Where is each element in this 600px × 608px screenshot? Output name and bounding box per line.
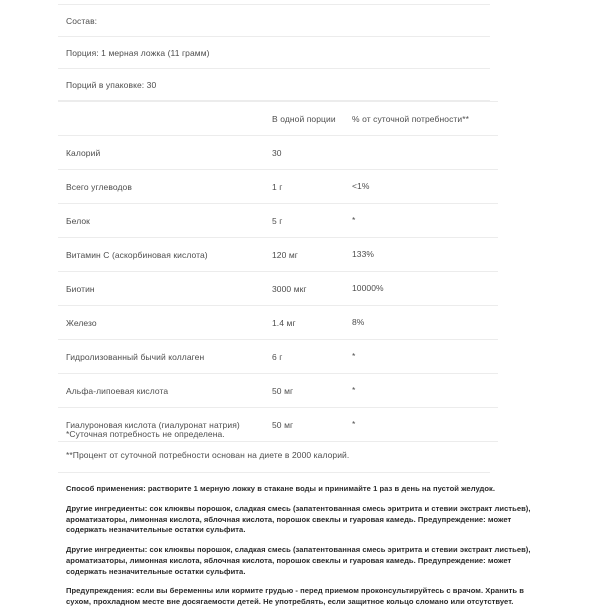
- nutrient-amount: 30: [272, 136, 352, 170]
- header-daily-value: % от суточной потребности**: [352, 102, 498, 136]
- serving-info-text: Порция: 1 мерная ложка (11 грамм): [58, 37, 490, 69]
- nutrient-amount: 120 мг: [272, 238, 352, 272]
- nutrition-rows-body: [58, 136, 498, 442]
- nutrient-daily-value: *: [352, 340, 498, 374]
- nutrient-amount: 5 г: [272, 204, 352, 238]
- table-row: [58, 136, 498, 170]
- nutrient-daily-value: 10000%: [352, 272, 498, 306]
- nutrient-name: Гиалуроновая кислота (гиалуронат натрия): [58, 408, 272, 442]
- table-row: [58, 374, 498, 408]
- table-row: [58, 238, 498, 272]
- usage-and-ingredients-block: [66, 484, 546, 608]
- nutrient-daily-value: <1%: [352, 170, 498, 204]
- serving-info-row: [58, 37, 490, 69]
- nutrient-daily-value: *: [352, 204, 498, 238]
- nutrient-daily-value: 133%: [352, 238, 498, 272]
- bold-paragraph: Способ применения: растворите 1 мерную ложку в стакане воды и принимайте 1 раз в день на пустой желудок.: [66, 484, 496, 493]
- section-divider: [58, 472, 490, 473]
- serving-info-row: [58, 69, 490, 101]
- serving-info-text: Состав:: [58, 5, 490, 37]
- table-row: [58, 204, 498, 238]
- nutrient-name: Биотин: [58, 272, 272, 306]
- header-amount-per-serving: В одной порции: [272, 102, 352, 136]
- nutrition-facts-table: [58, 101, 498, 442]
- table-row: [58, 272, 498, 306]
- nutrient-daily-value: 8%: [352, 306, 498, 340]
- footnote: *Суточная потребность не определена.: [66, 429, 225, 439]
- serving-info-row: [58, 5, 490, 37]
- nutrient-name: Альфа-липоевая кислота: [58, 374, 272, 408]
- footnotes: [66, 430, 526, 472]
- nutrient-name: Калорий: [58, 136, 272, 170]
- nutrient-name: Белок: [58, 204, 272, 238]
- bold-paragraph: Другие ингредиенты: сок клюквы порошок, сладкая смесь (запатентованная смесь эритрита и стевии экстракт листьев), ароматизаторы, лимонная кислота, яблочная кислота, порошок свеклы и гуаровая камедь. Предупреждение: может содержать незначительные остатки сульфита.: [66, 503, 531, 535]
- nutrient-daily-value: *: [352, 374, 498, 408]
- serving-info-body: [58, 5, 490, 101]
- footnote: **Процент от суточной потребности основан на диете в 2000 калорий.: [66, 449, 350, 460]
- nutrient-amount: 1.4 мг: [272, 306, 352, 340]
- table-row: [58, 170, 498, 204]
- nutrient-amount: 6 г: [272, 340, 352, 374]
- serving-info-text: Порций в упаковке: 30: [58, 69, 490, 101]
- nutrient-amount: 1 г: [272, 170, 352, 204]
- nutrient-name: Гидролизованный бычий коллаген: [58, 340, 272, 374]
- bold-paragraph: Предупреждения: если вы беременны или кормите грудью - перед приемом проконсультируйтесь с врачом. Хранить в сухом, прохладном месте вне досягаемости детей. Не употреблять, если защитное кольцо сломано или отсутствует.: [66, 586, 524, 607]
- table-row: [58, 340, 498, 374]
- nutrient-name: Железо: [58, 306, 272, 340]
- serving-info-table: [58, 4, 490, 101]
- nutrient-amount: 50 мг: [272, 408, 352, 442]
- table-header-row: [58, 102, 498, 136]
- nutrient-amount: 3000 мкг: [272, 272, 352, 306]
- table-row: [58, 306, 498, 340]
- nutrient-daily-value: [352, 136, 498, 170]
- bold-paragraph: Другие ингредиенты: сок клюквы порошок, сладкая смесь (запатентованная смесь эритрита и стевии экстракт листьев), ароматизаторы, лимонная кислота, яблочная кислота, порошок свеклы и гуаровая камедь. Предупреждение: может содержать незначительные остатки сульфита.: [66, 545, 531, 576]
- nutrient-name: Всего углеводов: [58, 170, 272, 204]
- nutrient-name: Витамин С (аскорбиновая кислота): [58, 238, 272, 272]
- header-nutrient-name: [58, 102, 272, 136]
- nutrient-daily-value: *: [352, 408, 498, 442]
- nutrient-amount: 50 мг: [272, 374, 352, 408]
